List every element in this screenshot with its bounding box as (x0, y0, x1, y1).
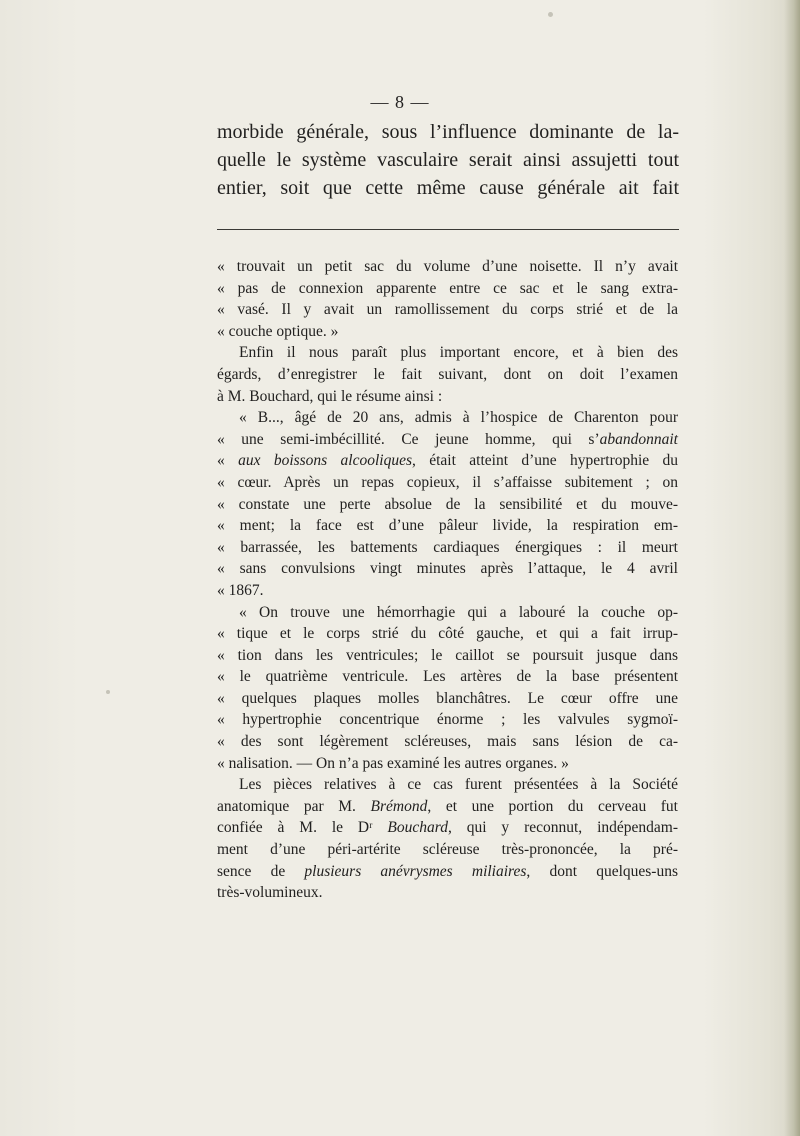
text-line: morbide générale, sous l’influence dominante de la- (217, 121, 679, 143)
paragraph-line: très-volumineux. (217, 884, 323, 902)
quote-line: « ment; la face est d’une pâleur livide, la respiration em- (217, 517, 678, 535)
paragraph-line: à M. Bouchard, qui le résume ainsi : (217, 387, 443, 405)
paragraph-line (217, 796, 678, 818)
page-edge-shadow (784, 0, 800, 1136)
quote-line: « hypertrophie concentrique énorme ; les valvules sygmoï- (217, 711, 678, 729)
paragraph-line-text: sence de (217, 862, 305, 880)
quote-line: « constate une perte absolue de la sensibilité et du mouve- (217, 495, 678, 513)
text-line: entier, soit que cette même cause générale ait fait (217, 177, 679, 199)
quote-line: « B..., âgé de 20 ans, admis à l’hospice de Charenton pour (239, 409, 678, 427)
quote-line: « quelques plaques molles blanchâtres. Le cœur offre une (217, 689, 678, 707)
paragraph-line-text: , dont quelques-uns (526, 862, 678, 880)
paper-speck (548, 12, 553, 17)
quote-line: « tique et le corps strié du côté gauche, et qui a fait irrup- (217, 625, 678, 643)
quote-line: « On trouve une hémorrhagie qui a labouré la couche op- (239, 603, 678, 621)
text-line: quelle le système vasculaire serait ainsi assujetti tout (217, 149, 679, 171)
quote-line-text: « (217, 452, 239, 470)
paragraph-line (217, 861, 678, 883)
quote-line-text: « une semi-imbécillité. Ce jeune homme, qui s’ (217, 430, 600, 448)
quote-line (217, 450, 678, 472)
paragraph-line: Enfin il nous paraît plus important encore, et à bien des (239, 344, 678, 362)
quote-line: « pas de connexion apparente entre ce sac et le sang extra- (217, 279, 678, 297)
paragraph-line-text: , qui y reconnut, indépendam- (447, 819, 678, 837)
quote-line: « cœur. Après un repas copieux, il s’affaisse subitement ; on (217, 473, 678, 491)
italic-text: plusieurs anévrysmes miliaires (304, 862, 527, 880)
paragraph-line (217, 817, 678, 839)
quote-line: « 1867. (217, 581, 264, 599)
paragraph-line: Les pièces relatives à ce cas furent présentées à la Société (239, 776, 678, 794)
paragraph-line-text: , et une portion du cerveau fut (427, 797, 678, 815)
paragraph-line-text: anatomique par M. (217, 797, 371, 815)
page-number: — 8 — (370, 92, 430, 112)
quote-line: « vasé. Il y avait un ramollissement du corps strié et de la (217, 301, 678, 319)
main-text-block (217, 118, 679, 202)
italic-text: aux boissons alcooliques (238, 452, 413, 470)
italic-text: Bouchard (387, 819, 448, 837)
quote-line: « couche optique. » (217, 322, 339, 340)
quote-line: « sans convulsions vingt minutes après l’attaque, le 4 avril (217, 560, 678, 578)
paragraph-line: ment d’une péri-artérite scléreuse très-prononcée, la pré- (217, 841, 678, 859)
paragraph-line: égards, d’enregistrer le fait suivant, dont on doit l’examen (217, 365, 678, 383)
quote-line: « le quatrième ventricule. Les artères de la base présentent (217, 668, 678, 686)
italic-text: Brémond (370, 797, 428, 815)
paragraph-line-text: confiée à M. le Dʳ (217, 819, 388, 837)
quotation-block (217, 256, 678, 904)
paper-speck (404, 868, 407, 871)
section-divider (217, 229, 679, 230)
quote-line: « trouvait un petit sac du volume d’une noisette. Il n’y avait (217, 258, 678, 275)
quote-line-text: , était atteint d’une hypertrophie du (412, 452, 679, 470)
quote-line: « nalisation. — On n’a pas examiné les autres organes. » (217, 754, 569, 772)
quote-line: « des sont légèrement scléreuses, mais sans lésion de ca- (217, 733, 678, 751)
quote-line (217, 429, 678, 451)
italic-text: abandonnait (599, 430, 678, 448)
paper-speck (106, 690, 110, 694)
quote-line: « tion dans les ventricules; le caillot se poursuit jusque dans (217, 646, 678, 664)
quote-line: « barrassée, les battements cardiaques énergiques : il meurt (217, 538, 678, 556)
